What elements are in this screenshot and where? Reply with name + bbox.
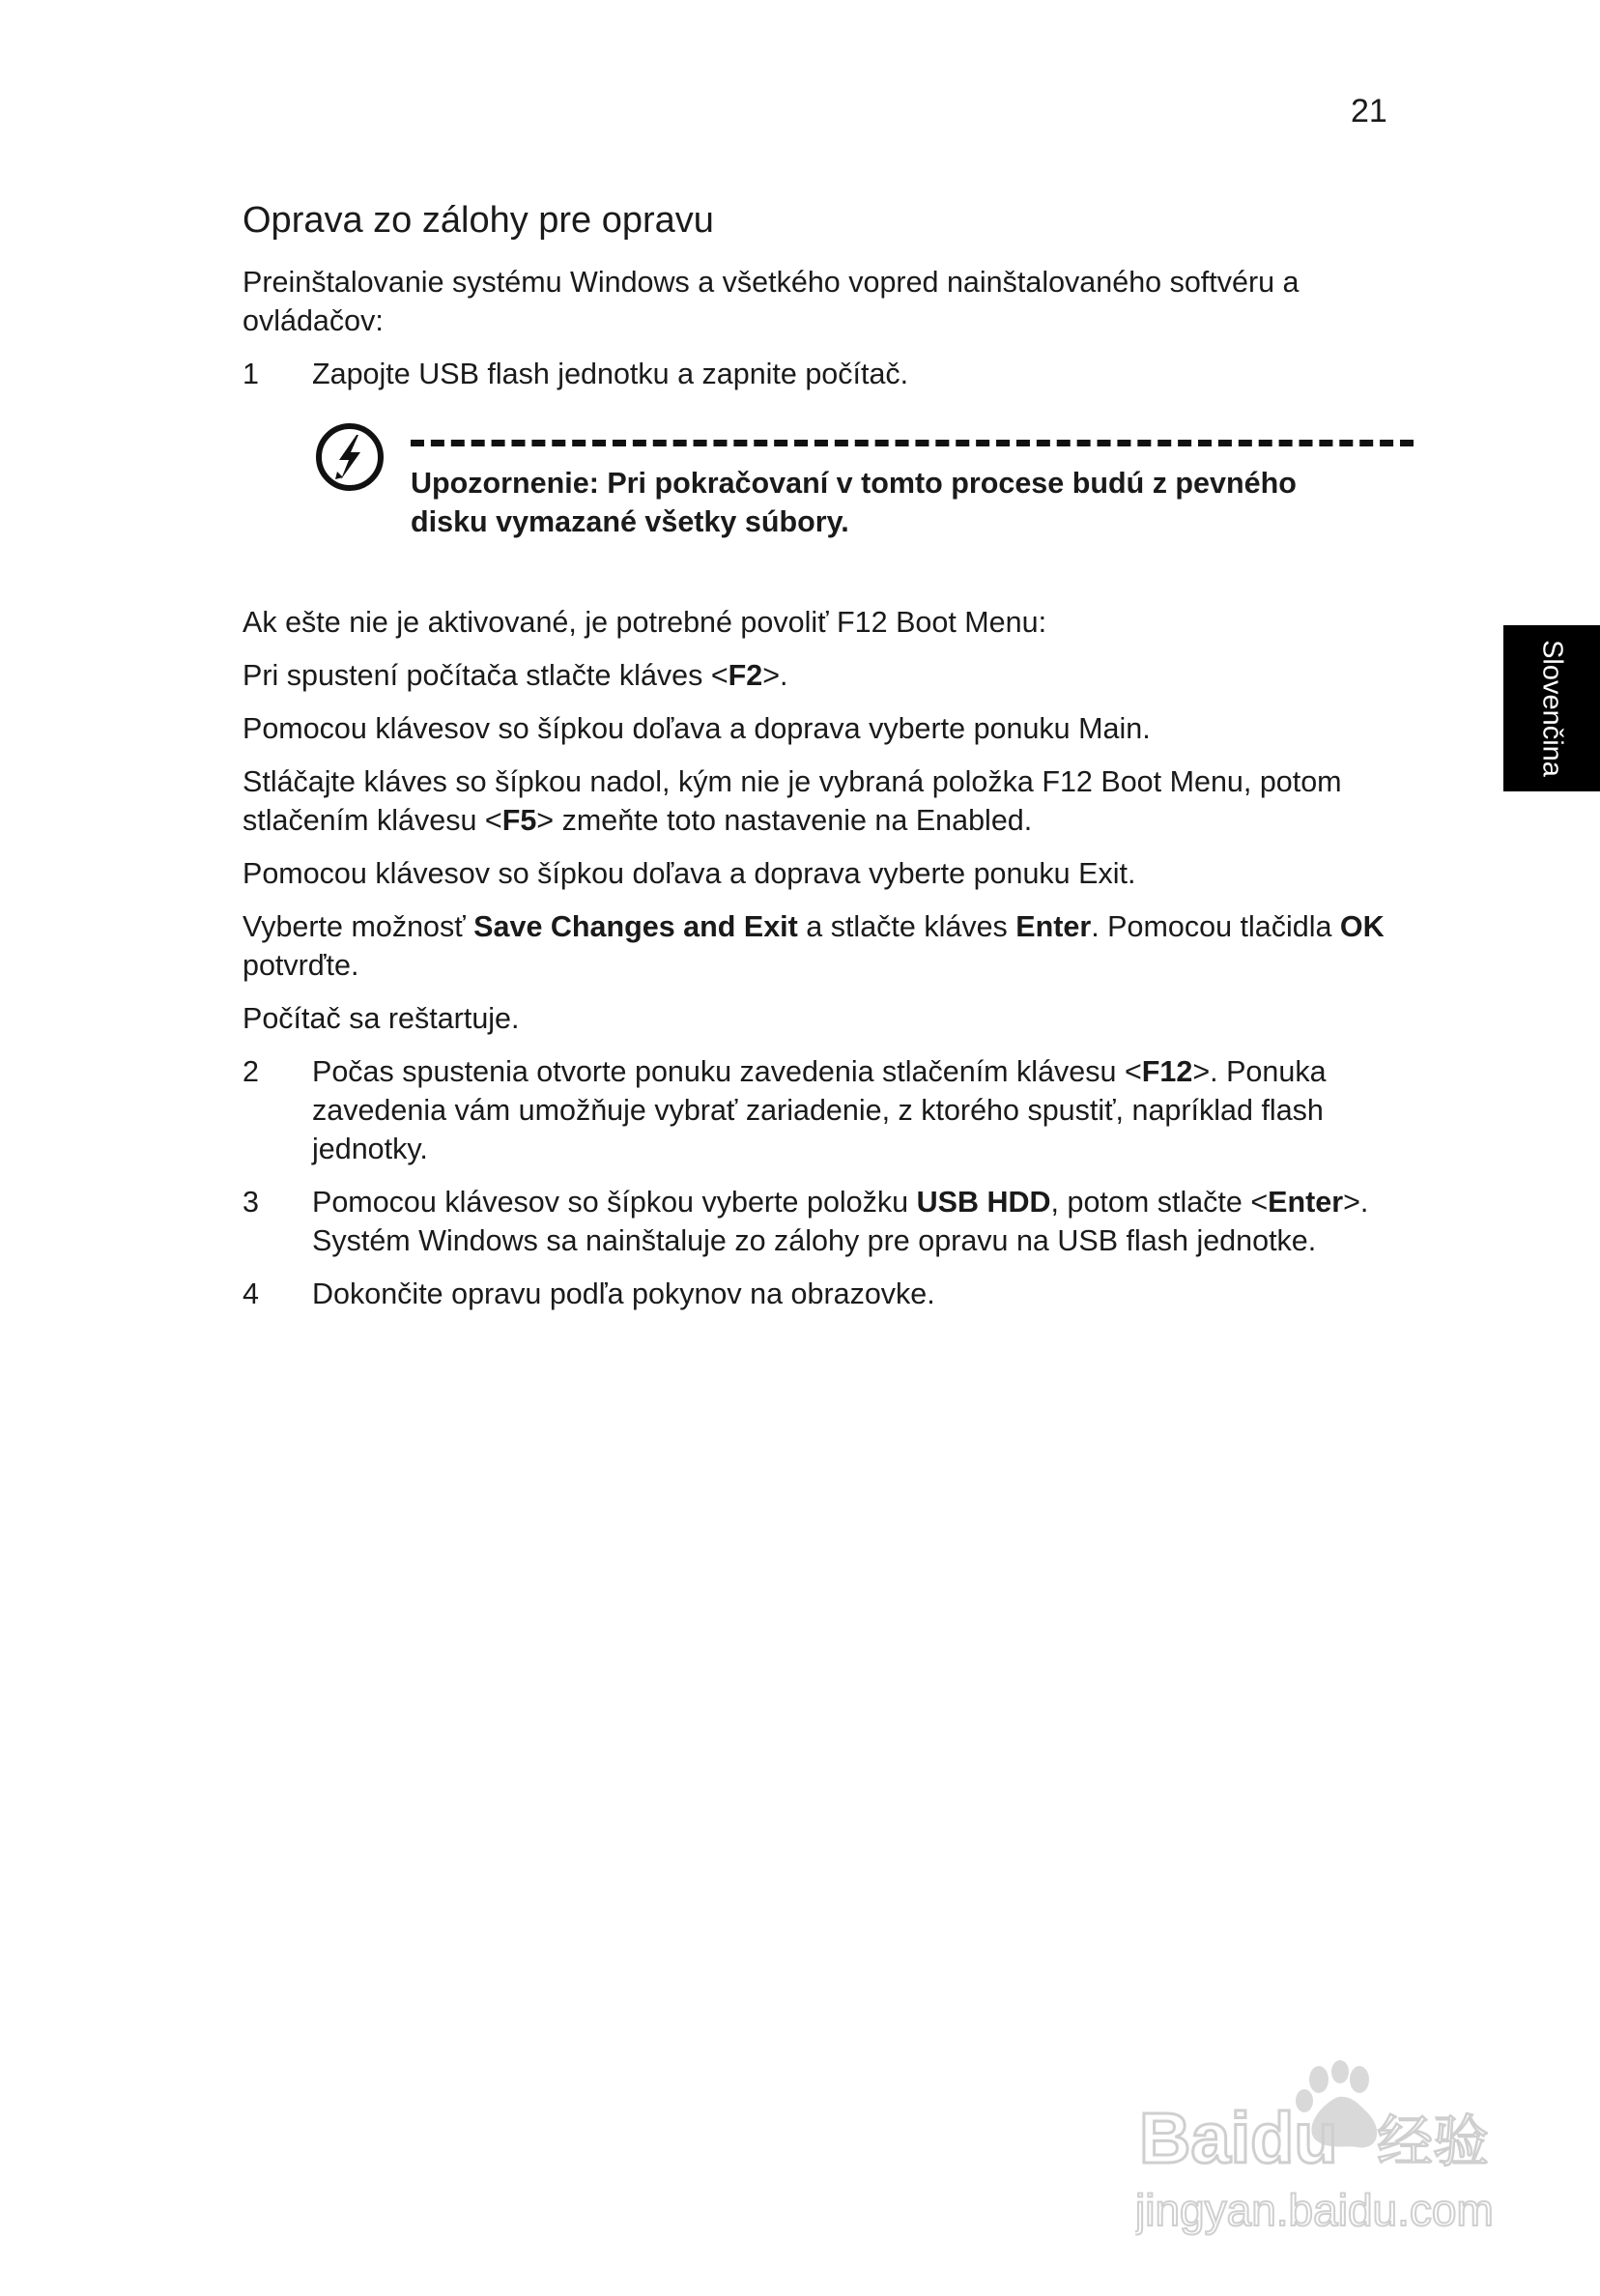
language-side-tab xyxy=(1503,625,1600,791)
step-2 xyxy=(243,1052,1402,1168)
baidu-watermark xyxy=(1135,2047,1500,2245)
f5-paragraph: Stláčajte kláves so šípkou nadol, kým nie je vybraná položka F12 Boot Menu, potom stlačením klávesu <F5> zmeňte toto nastavenie na Enabled. xyxy=(243,765,1342,837)
step-3 xyxy=(243,1183,1402,1260)
step-number: 4 xyxy=(243,1277,259,1310)
page-number: 21 xyxy=(1351,93,1387,129)
activate-paragraph: Ak ešte nie je aktivované, je potrebné povoliť F12 Boot Menu: xyxy=(243,606,1047,639)
warning-divider xyxy=(411,440,1414,446)
step-number: 1 xyxy=(243,358,259,390)
watermark-brand: Baidu xyxy=(1139,2098,1338,2178)
document-content xyxy=(243,197,1402,1328)
language-label: Slovenčina xyxy=(1536,640,1568,777)
step-text: Počas spustenia otvorte ponuku zavedenia stlačením klávesu <F12>. Ponuka zavedenia vám umožňuje vybrať zariadenie, z ktorého spustiť, napríklad flash jednotky. xyxy=(312,1055,1327,1165)
step-text: Zapojte USB flash jednotku a zapnite počítač. xyxy=(312,358,909,390)
f2-paragraph: Pri spustení počítača stlačte kláves <F2>. xyxy=(243,659,788,692)
step-text: Pomocou klávesov so šípkou vyberte položku USB HDD, potom stlačte <Enter>. Systém Windows sa nainštaluje zo zálohy pre opravu na USB flash jednotke. xyxy=(312,1186,1369,1257)
step-text: Dokončite opravu podľa pokynov na obrazovke. xyxy=(312,1277,935,1310)
watermark-cn: 经验 xyxy=(1377,2109,1490,2174)
lightning-warning-icon xyxy=(314,421,386,493)
step-4 xyxy=(243,1275,1402,1313)
section-heading: Oprava zo zálohy pre opravu xyxy=(243,200,714,241)
intro-paragraph: Preinštalovanie systému Windows a všetkého vopred nainštalovaného softvéru a ovládačov: xyxy=(243,266,1300,337)
step-number: 2 xyxy=(243,1055,259,1088)
warning-box xyxy=(243,408,1402,553)
restart-paragraph: Počítač sa reštartuje. xyxy=(243,1002,520,1035)
key-f5: F5 xyxy=(501,804,537,837)
exit-menu-paragraph: Pomocou klávesov so šípkou doľava a doprava vyberte ponuku Exit. xyxy=(243,857,1136,890)
step-number: 3 xyxy=(243,1186,259,1219)
step-1 xyxy=(243,355,1402,393)
main-menu-paragraph: Pomocou klávesov so šípkou doľava a doprava vyberte ponuku Main. xyxy=(243,712,1151,745)
warning-text: Upozornenie: Pri pokračovaní v tomto procese budú z pevného disku vymazané všetky súbory. xyxy=(411,467,1297,538)
key-f2: F2 xyxy=(728,659,763,692)
save-paragraph: Vyberte možnosť Save Changes and Exit a stlačte kláves Enter. Pomocou tlačidla OK potvrďte. xyxy=(243,910,1385,982)
watermark-url: jingyan.baidu.com xyxy=(1135,2185,1494,2235)
